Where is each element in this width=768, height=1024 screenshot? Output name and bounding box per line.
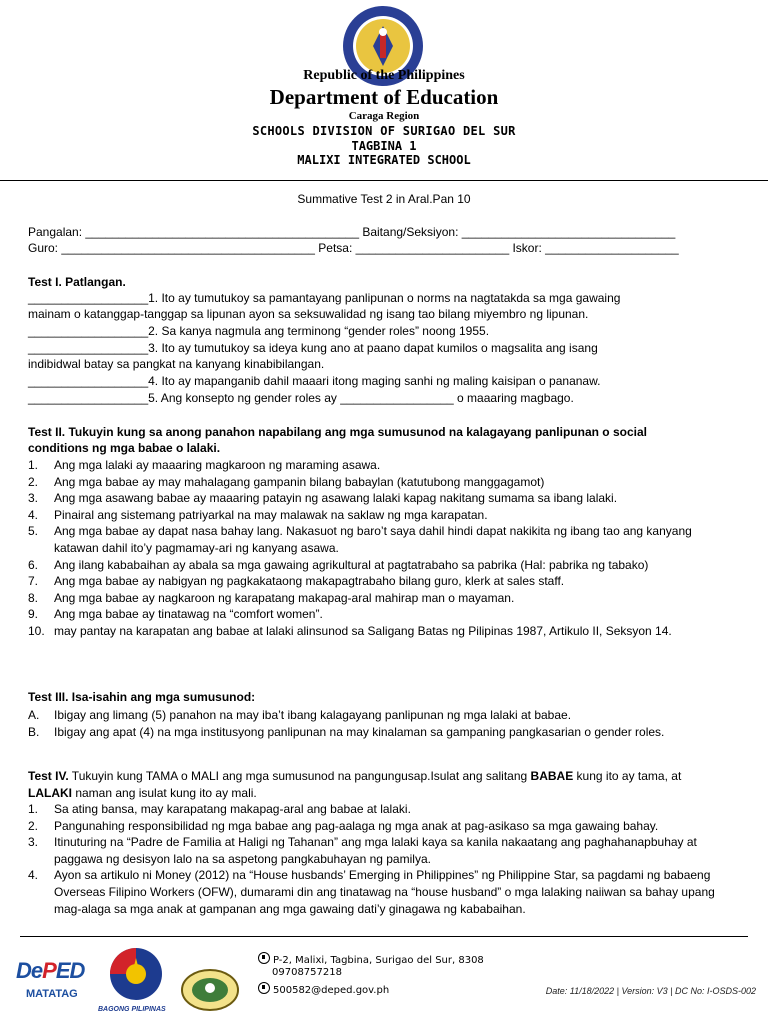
list-item (28, 557, 738, 574)
test1-line: __________________3. Ito ay tumutukoy sa ideya kung ano at paano dapat kumilos o magsalita ang isang (28, 341, 598, 355)
header-divider (0, 180, 768, 181)
deped-logo: DePED MATATAG (16, 958, 85, 1000)
test-title: Summative Test 2 in Aral.Pan 10 (297, 192, 471, 206)
item-text: Pangunahing responsibilidad ng mga babae ang pag-aalaga ng mga anak at pag-asikaso sa mga gawaing bahay. (54, 818, 659, 833)
item-number: 1. (28, 458, 39, 472)
test2-list (28, 457, 738, 640)
item-text: Ang mga babae ay nabigyan ng pagkakataong makapagtrabaho bilang guro, klerk at sales staff. (54, 574, 565, 589)
test4-instruction-b: kung ito ay tama, at (573, 769, 682, 783)
district-seal-icon (180, 968, 240, 1012)
item-text: Sa ating bansa, may karapatang makapag-aral ang babae at lalaki. (54, 802, 411, 816)
list-item (28, 474, 738, 491)
list-item (28, 724, 738, 741)
fields-row-name: Pangalan: _________________________________________ Baitang/Seksiyon: ________________________________ (28, 225, 676, 239)
item-number: 2. (28, 818, 39, 833)
test4-word-lalaki: LALAKI (28, 785, 72, 800)
contact-address: P-2, Malixi, Tagbina, Surigao del Sur, 8308 (258, 952, 484, 966)
test1-line: __________________2. Sa kanya nagmula ang terminong “gender roles” noong 1955. (28, 324, 490, 338)
item-number: 5. (28, 524, 39, 539)
item-text: Ang mga babae ay nagkaroon ng karapatang makapag-aral mahirap man o mayaman. (54, 590, 515, 605)
test3-title: Test III. Isa-isahin ang mga sumusunod: (28, 690, 256, 704)
item-number: 3. (28, 491, 39, 506)
test1-line: __________________5. Ang konsepto ng gender roles ay _________________ o maaaring magbago. (28, 391, 574, 405)
header-division: SCHOOLS DIVISION OF SURIGAO DEL SUR (252, 124, 516, 138)
header-region: Caraga Region (348, 110, 420, 122)
test4-label: Test IV. (28, 769, 69, 783)
item-text: Ang mga babae ay may mahalagang gampanin bilang babaylan (katutubong manggagamot) (54, 474, 545, 489)
bagong-pilipinas-label: BAGONG PILIPINAS (98, 1006, 166, 1013)
item-text: Ang mga asawang babae ay maaaring patayin ng asawang lalaki kapag nakitang sumama sa ibang lalaki. (54, 491, 618, 506)
test2-title-line1: Test II. Tukuyin kung sa anong panahon napabilang ang mga sumusunod na kalagayang panlipunan o social (28, 425, 647, 439)
item-text: Ibigay ang apat (4) na mga institusyong panlipunan na may kinalaman sa gampaning pangkasarian o gender roles. (54, 724, 665, 739)
test1-line: mainam o katanggap-tanggap sa lipunan ayon sa seksuwalidad ng isang tao bilang miyembro ng lipunan. (28, 307, 589, 321)
item-text: Ang mga babae ay tinatawag na “comfort women”. (54, 607, 323, 622)
item-text: Pinairal ang sistemang patriyarkal na may malawak na saklaw ng mga karapatan. (54, 507, 488, 522)
item-text: Itinuturing na “Padre de Familia at Haligi ng Tahanan” ang mga lalaki kaya sa kanila nakaatang ang paghahanapbuhay at paggawa ng desisyon lalo na sa aspetong pangkabuhayan ng pamilya. (54, 835, 697, 866)
header-district: TAGBINA 1 (351, 139, 417, 153)
item-text: may pantay na karapatan ang babae at lalaki alinsunod sa Saligang Batas ng Pilipinas 1987, Artikulo II, Seksyon 14. (54, 623, 672, 638)
test4-instruction-a: Tukuyin kung TAMA o MALI ang mga sumusunod na pangungusap.Isulat ang salitang (68, 769, 531, 783)
list-item (28, 490, 738, 507)
item-number: 1. (28, 802, 39, 816)
test4-instruction-c: naman ang isulat kung ito ay mali. (72, 785, 257, 800)
test1-line: indibidwal batay sa pangkat na kanyang kinabibilangan. (28, 357, 325, 371)
matatag-label: MATATAG (26, 988, 78, 1000)
test4-instructions (28, 768, 738, 801)
list-item (28, 818, 738, 835)
list-item (28, 801, 738, 818)
item-number: 4. (28, 507, 39, 522)
item-number: 2. (28, 474, 39, 489)
item-text: Ang mga babae ay dapat nasa bahay lang. Nakasuot ng baro’t saya dahil hindi dapat nakikita ng ibang tao ang kanyang katawan dahil ito’y pagmamay-ari ng kanyang asawa. (54, 524, 692, 555)
test2-title-line2: conditions ng mga babae o lalaki. (28, 441, 221, 455)
contact-email: 500582@deped.gov.ph (258, 982, 389, 996)
item-text: Ang ilang kababaihan ay abala sa mga gawaing agrikultural at pagtatrabaho sa pabrika (Hal: pabrika ng tabako) (54, 557, 649, 572)
list-item (28, 623, 738, 640)
header-republic: Republic of the Philippines (303, 68, 465, 83)
list-item (28, 523, 738, 556)
list-item (28, 834, 738, 867)
header-department: Department of Education (269, 85, 499, 109)
item-number: 10. (28, 623, 45, 638)
header-school: MALIXI INTEGRATED SCHOOL (297, 153, 471, 167)
list-item (28, 457, 738, 474)
list-item (28, 507, 738, 524)
test1-line: __________________1. Ito ay tumutukoy sa pamantayang panlipunan o norms na nagtatakda sa mga gawaing (28, 291, 621, 305)
list-item (28, 573, 738, 590)
test3-list (28, 707, 738, 740)
footer-divider (20, 936, 748, 937)
item-text: Ang mga lalaki ay maaaring magkaroon ng maraming asawa. (54, 458, 381, 472)
item-number: 4. (28, 868, 39, 883)
list-item (28, 867, 738, 917)
item-number: 6. (28, 557, 39, 572)
list-item (28, 590, 738, 607)
item-number: 3. (28, 835, 39, 850)
test1-line: __________________4. Ito ay mapanganib dahil maaari itong maging sanhi ng maling kaisipan o pananaw. (28, 374, 601, 388)
email-icon (258, 982, 270, 994)
test4-list (28, 801, 738, 917)
item-text: Ayon sa artikulo ni Money (2012) na “House husbands’ Emerging in Philippines” ng Philippine Star, sa pagdami ng babaeng Overseas Filipino Workers (OFW), dumarami din ang tinatawag na “house husband” o mga lalaking naiiwan sa bahay upang mag-alaga sa mga anak at gampanan ang mga gawaing dati’y ginagawa ng kababaihan. (54, 868, 715, 916)
item-letter: A. (28, 708, 40, 722)
list-item (28, 606, 738, 623)
test1-title: Test I. Patlangan. (28, 275, 126, 289)
fields-row-teacher: Guro: ______________________________________ Petsa: _______________________ Iskor: ____________________ (28, 241, 679, 255)
item-text: Ibigay ang limang (5) panahon na may iba’t ibang kalagayang panlipunan ng mga lalaki at babae. (54, 708, 572, 722)
item-letter: B. (28, 724, 40, 739)
item-number: 9. (28, 607, 39, 622)
item-number: 7. (28, 574, 39, 589)
document-info: Date: 11/18/2022 | Version: V3 | DC No: I-OSDS-002 (545, 986, 756, 996)
contact-phone: 09708757218 (272, 967, 342, 978)
location-icon (258, 952, 270, 964)
test4-word-babae: BABAE (530, 769, 574, 783)
list-item (28, 707, 738, 724)
item-number: 8. (28, 590, 39, 605)
